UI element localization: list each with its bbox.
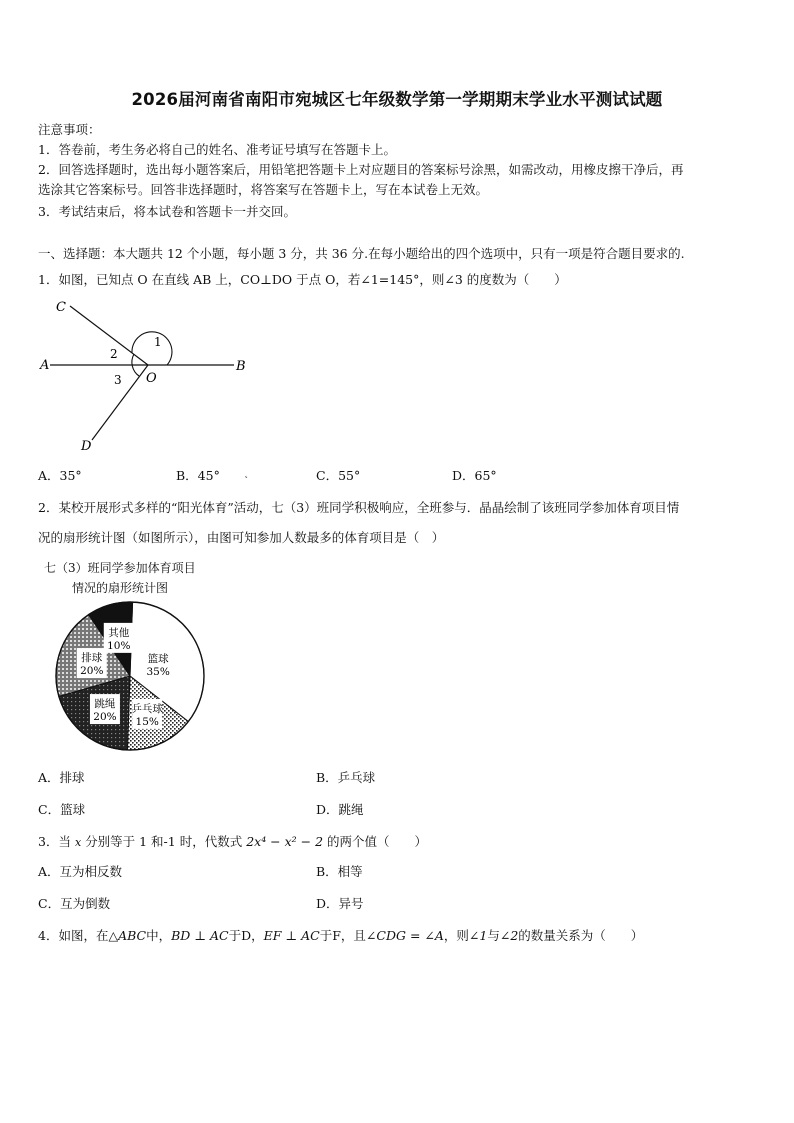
notice-item-3: 3．考试结束后，将本试卷和答题卡一并交回。	[38, 204, 296, 219]
stray-mark: ˛	[244, 469, 249, 479]
notice-item-2-line-2: 选涂其它答案标号。回答非选择题时，将答案写在答题卡上，写在本试卷上无效。	[38, 182, 489, 197]
pie-value-label: 35%	[146, 665, 170, 678]
angle-label-2: 2	[110, 347, 118, 361]
question-2-option-d: D．跳绳	[316, 802, 364, 817]
pie-value-label: 15%	[135, 715, 159, 728]
question-4-text-4: ，则	[443, 928, 469, 943]
question-2-option-a: A．排球	[38, 770, 85, 785]
question-1-stem: 1．如图，已知点 O 在直线 AB 上，CO⊥DO 于点 O，若∠1=145°，则∠3 的度数为（ ）	[38, 272, 567, 287]
question-4-triangle: △ABC	[108, 928, 147, 943]
chart-subtitle: 情况的扇形统计图	[72, 581, 169, 595]
page-title: 2026届河南省南阳市宛城区七年级数学第一学期期末学业水平测试试题	[131, 90, 663, 109]
pie-category-label: 排球	[81, 652, 103, 665]
angle-1-arc	[132, 332, 172, 365]
question-4-stem	[38, 928, 643, 944]
question-3-option-b: B．相等	[316, 864, 363, 879]
question-4-angle-2: ∠2	[499, 928, 519, 943]
pie-category-label: 篮球	[147, 652, 169, 665]
question-3-option-c: C．互为倒数	[38, 896, 111, 911]
section-heading: 一、选择题：本大题共 12 个小题，每小题 3 分，共 36 分.在每小题给出的四个选项中，只有一项是符合题目要求的.	[38, 246, 685, 261]
question-4-text-2: 于D，	[228, 928, 264, 943]
label-o: O	[146, 371, 157, 386]
notice-item-2-line-1: 2．回答选择题时，选出每小题答案后，用铅笔把答题卡上对应题目的答案标号涂黑，如需改动，用橡皮擦干净后，再	[38, 162, 684, 177]
pie-value-label: 10%	[107, 639, 131, 652]
question-4-text-6: 的数量关系为（ ）	[518, 928, 644, 943]
angle-label-1: 1	[154, 335, 162, 349]
question-3-expression: 2x⁴ − x² − 2	[246, 834, 324, 849]
question-1-figure	[38, 292, 268, 457]
pie-value-label: 20%	[80, 665, 104, 678]
question-3-mid: 分别等于 1 和-1 时，代数式	[85, 834, 243, 849]
notice-heading: 注意事项：	[38, 122, 101, 137]
label-c: C	[56, 300, 66, 315]
question-2-option-b: B．乒乓球	[316, 770, 376, 785]
question-3-option-d: D．异号	[316, 896, 364, 911]
label-b: B	[236, 359, 246, 374]
question-4-prefix: 4．如图，在	[38, 928, 109, 943]
pie-category-label: 跳绳	[94, 698, 116, 711]
question-3-option-a: A．互为相反数	[38, 864, 123, 879]
ray-oc	[70, 306, 148, 365]
question-4-text-5: 与	[487, 928, 500, 943]
question-4-text-3: 于F，且	[319, 928, 366, 943]
question-1-option-d: D．65°	[452, 468, 497, 483]
question-3-stem	[38, 834, 427, 851]
question-4-angle-1: ∠1	[468, 928, 488, 943]
pie-category-label: 其他	[108, 626, 130, 639]
question-4-ef-perp: EF ⊥ AC	[263, 928, 320, 943]
question-3-variable: x	[74, 836, 82, 849]
question-3-prefix: 3．当	[38, 834, 71, 849]
label-a: A	[40, 358, 50, 373]
question-3-suffix: 的两个值（ ）	[327, 834, 428, 849]
question-4-text-1: 中，	[146, 928, 172, 943]
question-1-option-b: B．45°	[176, 468, 220, 483]
question-1-option-c: C．55°	[316, 468, 361, 483]
question-2-stem-line-1: 2．某校开展形式多样的“阳光体育”活动，七（3）班同学积极响应，全班参与．晶晶绘制了该班同学参加体育项目情	[38, 500, 680, 515]
pie-value-label: 20%	[93, 711, 117, 724]
question-4-bd-perp: BD ⊥ AC	[171, 928, 229, 943]
question-4-angle-eq: ∠CDG = ∠A	[365, 928, 444, 943]
notice-item-1: 1．答卷前，考生务必将自己的姓名、准考证号填写在答题卡上。	[38, 142, 396, 157]
label-d: D	[81, 439, 92, 454]
pie-chart	[50, 600, 210, 760]
chart-title: 七（3）班同学参加体育项目	[44, 561, 196, 575]
pie-category-label: 乒乓球	[131, 702, 163, 715]
question-1-option-a: A．35°	[38, 468, 82, 483]
question-2-option-c: C．篮球	[38, 802, 86, 817]
question-2-stem-line-2: 况的扇形统计图（如图所示），由图可知参加人数最多的体育项目是（ ）	[38, 530, 445, 545]
angle-label-3: 3	[114, 373, 122, 387]
